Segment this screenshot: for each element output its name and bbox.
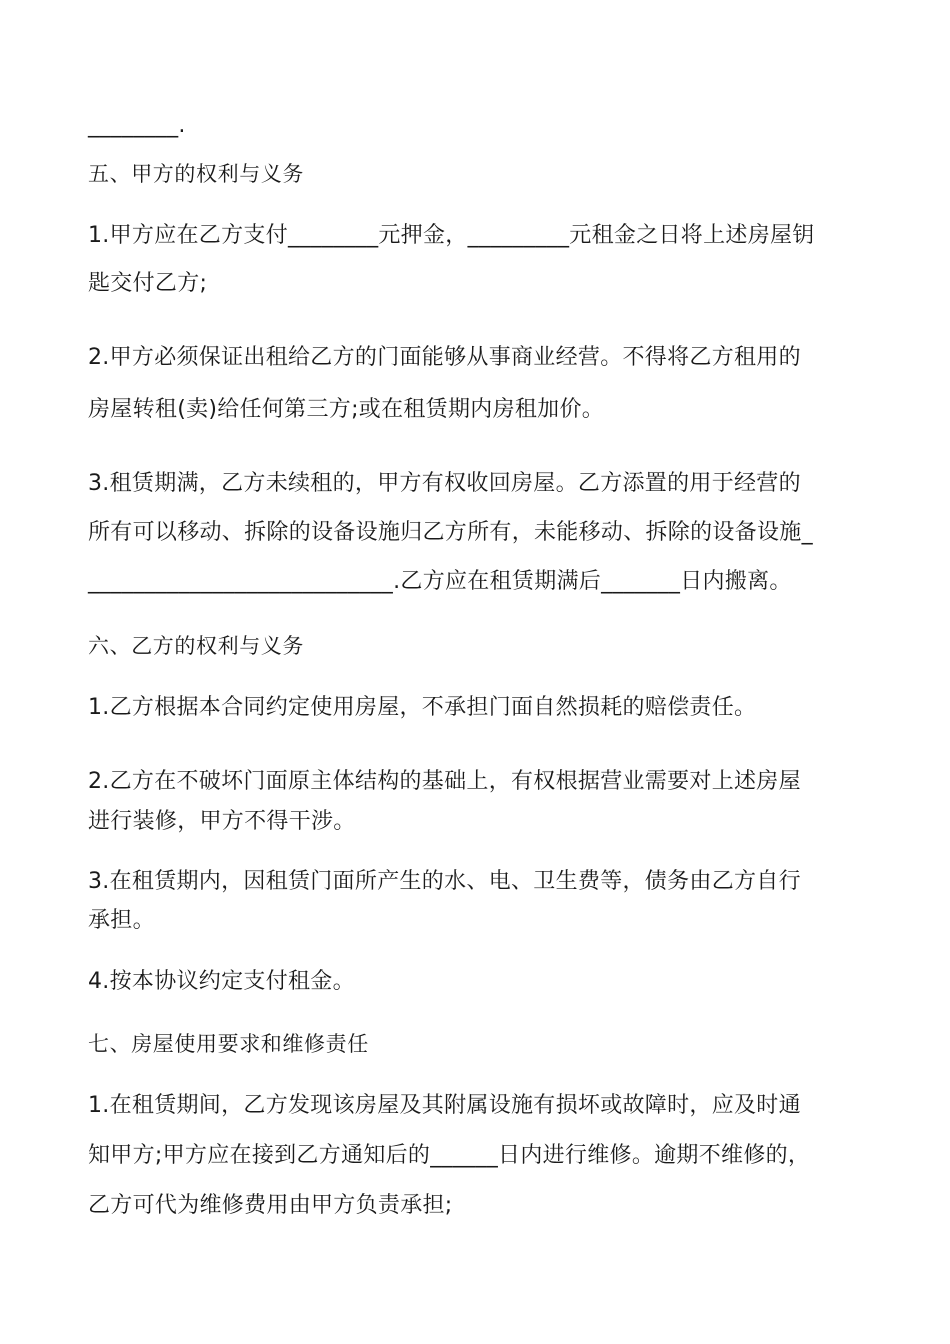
paragraph-5-3-line-2: 所有可以移动、拆除的设备设施归乙方所有，未能移动、拆除的设备设施_ — [88, 520, 813, 545]
section-heading-5: 五、甲方的权利与义务 — [88, 162, 304, 186]
paragraph-5-2-line-2: 房屋转租(卖)给任何第三方;或在租赁期内房租加价。 — [88, 397, 605, 422]
paragraph-6-3-line-1: 3.在租赁期内，因租赁门面所产生的水、电、卫生费等，债务由乙方自行 — [88, 869, 801, 894]
paragraph-6-1: 1.乙方根据本合同约定使用房屋，不承担门面自然损耗的赔偿责任。 — [88, 695, 757, 720]
section-heading-7: 七、房屋使用要求和维修责任 — [88, 1032, 369, 1056]
paragraph-7-1-line-1: 1.在租赁期间，乙方发现该房屋及其附属设施有损坏或故障时，应及时通 — [88, 1093, 801, 1118]
paragraph-7-1-line-3: 乙方可代为维修费用由甲方负责承担; — [88, 1193, 453, 1218]
section-heading-6: 六、乙方的权利与义务 — [88, 634, 304, 658]
paragraph-6-2-line-2: 进行装修，甲方不得干涉。 — [88, 809, 356, 834]
paragraph-6-4: 4.按本协议约定支付租金。 — [88, 969, 355, 994]
paragraph-5-3-line-1: 3.租赁期满，乙方未续租的，甲方有权收回房屋。乙方添置的用于经营的 — [88, 471, 801, 496]
paragraph-6-3-line-2: 承担。 — [88, 908, 155, 933]
paragraph-6-2-line-1: 2.乙方在不破坏门面原主体结构的基础上，有权根据营业需要对上述房屋 — [88, 769, 801, 794]
paragraph-5-1-line-1: 1.甲方应在乙方支付________元押金，_________元租金之日将上述房屋钥 — [88, 223, 815, 248]
blank-line-end: ________. — [88, 113, 186, 138]
paragraph-7-1-line-2: 知甲方;甲方应在接到乙方通知后的______日内进行维修。逾期不维修的， — [88, 1143, 811, 1168]
paragraph-5-3-line-3: ___________________________.乙方应在租赁期满后_______日内搬离。 — [88, 569, 792, 594]
paragraph-5-1-line-2: 匙交付乙方; — [88, 271, 208, 296]
paragraph-5-2-line-1: 2.甲方必须保证出租给乙方的门面能够从事商业经营。不得将乙方租用的 — [88, 345, 801, 370]
